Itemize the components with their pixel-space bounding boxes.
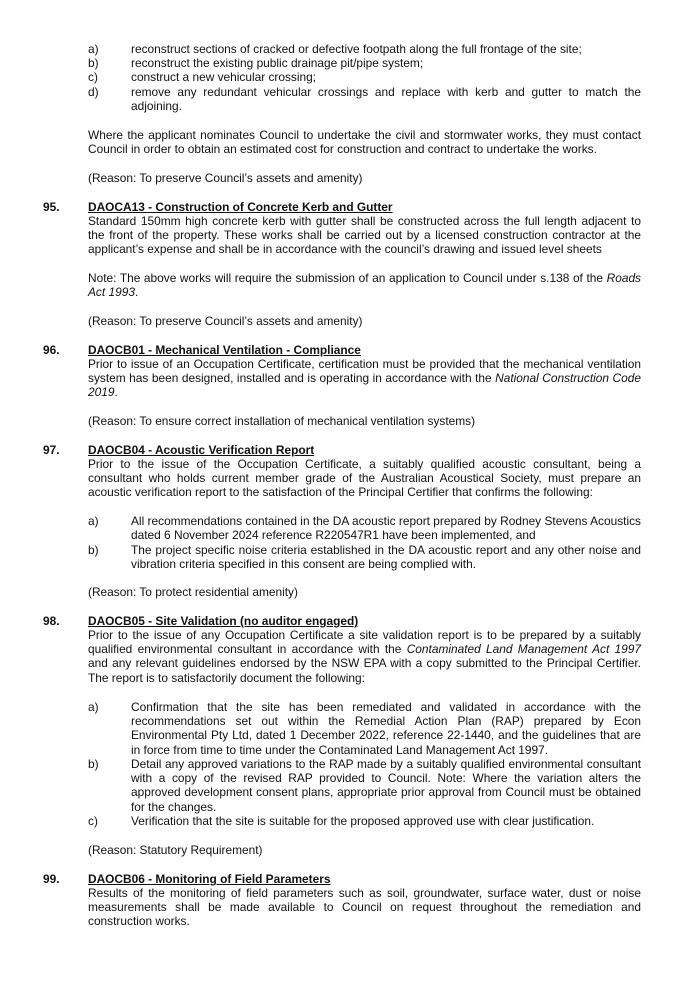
condition-number: 97. bbox=[43, 443, 60, 457]
paragraph: Standard 150mm high concrete kerb with gutter shall be constructed across the full length adjacent to the front of the property. These works shall be carried out by a licensed construction contractor at the applicant’s expense and shall be in accordance with the council’s drawing and issued level sheets bbox=[88, 214, 641, 257]
paragraph: Results of the monitoring of field parameters such as soil, groundwater, surface water, dust or noise measurements shall be made available to Council on request throughout the remediation and construction works. bbox=[88, 886, 641, 929]
list-label: c) bbox=[88, 814, 98, 828]
condition-heading: DAOCB06 - Monitoring of Field Parameters bbox=[88, 872, 331, 886]
list-item bbox=[88, 514, 641, 542]
list-text: Confirmation that the site has been remediated and validated in accordance with the recommendations set out within the Remedial Action Plan (RAP) prepared by Econ Environmental Pty Ltd, dated 1 December 2022, reference 22-1440, and the guidelines that are in force from time to time under the Contaminated Land Management Act 1997. bbox=[131, 700, 641, 757]
condition-heading: DAOCA13 - Construction of Concrete Kerb and Gutter bbox=[88, 200, 393, 214]
condition-heading: DAOCB01 - Mechanical Ventilation - Compliance bbox=[88, 343, 361, 357]
list-item bbox=[88, 70, 641, 84]
list-text: All recommendations contained in the DA acoustic report prepared by Rodney Stevens Acoustics dated 6 November 2024 reference R220547R1 have been implemented, and bbox=[131, 514, 641, 543]
paragraph: Prior to the issue of any Occupation Certificate a site validation report is to be prepared by a suitably qualified environmental consultant in accordance with the Contaminated Land Management Act 1997 and any relevant guidelines endorsed by the NSW EPA with a copy submitted to the Principal Certifier. The report is to satisfactorily document the following: bbox=[88, 628, 642, 685]
list-item bbox=[88, 543, 641, 571]
condition-number: 99. bbox=[43, 872, 60, 886]
condition-number: 96. bbox=[43, 343, 60, 357]
act-title: Contaminated Land Management Act 1997 bbox=[406, 642, 642, 657]
list-label: a) bbox=[88, 700, 99, 714]
reason-text: (Reason: Statutory Requirement) bbox=[88, 843, 263, 857]
list-item bbox=[88, 814, 641, 828]
list-item bbox=[88, 85, 641, 113]
code-title: National Construction Code 2019 bbox=[88, 371, 641, 400]
condition-number: 95. bbox=[43, 200, 60, 214]
reason-text: (Reason: To preserve Council’s assets and amenity) bbox=[88, 314, 363, 328]
list-label: a) bbox=[88, 42, 99, 56]
list-text: reconstruct sections of cracked or defective footpath along the full frontage of the site; bbox=[131, 42, 582, 56]
reason-text: (Reason: To preserve Council’s assets and amenity) bbox=[88, 171, 363, 185]
list-label: b) bbox=[88, 757, 99, 771]
list-item bbox=[88, 56, 641, 70]
list-text: construct a new vehicular crossing; bbox=[131, 70, 317, 84]
paragraph: Prior to issue of an Occupation Certificate, certification must be provided that the mechanical ventilation system has been designed, installed and is operating in accordance with the National Construction Code 2019. bbox=[88, 357, 641, 400]
list-item bbox=[88, 42, 641, 56]
list-text: Detail any approved variations to the RAP made by a suitably qualified environmental consultant with a copy of the revised RAP provided to Council. Note: Where the variation alters the approved development consent plans, appropriate prior approval from Council must be obtained for the changes. bbox=[131, 757, 641, 814]
list-label: d) bbox=[88, 85, 99, 99]
list-text: remove any redundant vehicular crossings and replace with kerb and gutter to match the adjoining. bbox=[131, 85, 641, 114]
list-item bbox=[88, 757, 641, 814]
condition-heading: DAOCB04 - Acoustic Verification Report bbox=[88, 443, 315, 457]
list-label: c) bbox=[88, 70, 98, 84]
reason-text: (Reason: To protect residential amenity) bbox=[88, 585, 298, 599]
condition-number: 98. bbox=[43, 614, 60, 628]
list-label: a) bbox=[88, 514, 99, 528]
list-item bbox=[88, 700, 641, 757]
reason-text: (Reason: To ensure correct installation of mechanical ventilation systems) bbox=[88, 414, 476, 428]
paragraph: Prior to the issue of the Occupation Certificate, a suitably qualified acoustic consultant, being a consultant who holds current member grade of the Australian Acoustical Society, must prepare an acoustic verification report to the satisfaction of the Principal Certifier that confirms the following: bbox=[88, 457, 641, 500]
list-label: b) bbox=[88, 56, 99, 70]
list-label: b) bbox=[88, 543, 99, 557]
list-text: Verification that the site is suitable for the proposed approved use with clear justification. bbox=[131, 814, 595, 828]
act-title: Roads Act 1993 bbox=[88, 271, 641, 300]
list-text: reconstruct the existing public drainage pit/pipe system; bbox=[131, 56, 424, 70]
paragraph: Where the applicant nominates Council to undertake the civil and stormwater works, they must contact Council in order to obtain an estimated cost for construction and contract to undertake the works. bbox=[88, 128, 641, 157]
list-text: The project specific noise criteria established in the DA acoustic report and any other noise and vibration criteria specified in this consent are being complied with. bbox=[131, 543, 641, 572]
note-paragraph: Note: The above works will require the submission of an application to Council under s.138 of the Roads Act 1993. bbox=[88, 271, 641, 300]
condition-heading: DAOCB05 - Site Validation (no auditor engaged) bbox=[88, 614, 359, 628]
note-text: Note: The above works will require the submission of an application to Council under s.138 of the bbox=[88, 271, 603, 285]
